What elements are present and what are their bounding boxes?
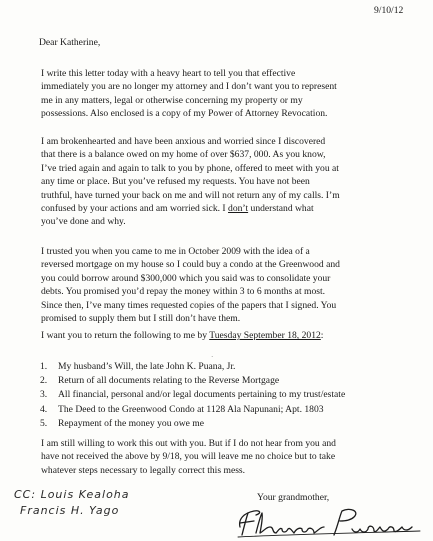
list-item [40,388,345,402]
paragraph-line [41,329,426,342]
underlined-word: don’t [228,203,249,215]
paragraph-line: I am brokenhearted and have been anxious and worried since I discovered [41,136,326,147]
paragraph-line: that there is a balance owed on my home of over $637, 000. As you know, [41,149,326,161]
list-text: My husband’s Will, the late John K. Puana, Jr. [58,361,236,372]
paragraph-line: I write this letter today with a heavy heart to tell you that effective [41,68,296,79]
paragraph-line: I’ve tried again and again to talk to you by phone, offered to meet with you at [41,162,339,174]
paragraph-return-request [41,329,426,342]
paragraph-line: I am still willing to work this out with you. But if I do not hear from you and [41,438,336,449]
paragraph-line: possessions. Also enclosed is a copy of my Power of Attorney Revocation. [41,108,328,120]
deadline-date: Tuesday September 18, 2012 [209,330,321,341]
closing: Your grandmother, [257,492,330,503]
paragraph-line: truthful, have turned your back on me and will not return any of my calls. I’m [41,189,340,201]
paragraph-line: Since then, I’ve many times requested copies of the papers that I signed. You [41,299,337,311]
scan-speck: · [211,353,214,361]
list-number: 4. [40,403,48,415]
paragraph-line: any time or place. But you’ve refused my requests. You have not been [41,176,310,188]
paragraph-line: reversed mortgage on my house so I could buy a condo at the Greenwood and [41,259,340,271]
paragraph-line: have not received the above by 9/18, you will leave me no choice but to take [41,451,336,463]
list-number: 5. [40,417,48,429]
list-text: Return of all documents relating to the Reverse Mortgage [58,375,280,387]
list-item [40,403,345,417]
paragraph-line: promised to supply them but I still don’t have them. [41,313,241,325]
request-suffix: : [320,330,324,341]
handwritten-signature [234,505,424,539]
list-item [40,374,345,388]
salutation: Dear Katherine, [39,37,101,48]
paragraph-line: me in any matters, legal or otherwise concerning my property or my [41,94,303,106]
list-item [40,360,345,374]
paragraph-line: I trusted you when you came to me in October 2009 with the idea of a [41,246,310,257]
list-number: 2. [40,375,48,387]
paragraph-reverse-mortgage [41,245,426,325]
paragraph-line: whatever steps necessary to legally correct this mess. [41,464,246,476]
list-number: 3. [40,389,48,401]
line-end: understand what [250,203,314,215]
line-start: confused by your actions and am worried sick. I [41,203,229,215]
paragraph-line: you could borrow around $300,000 which you said was to consolidate your [41,272,331,284]
requested-items-list [40,360,345,431]
paragraph-balance-owed [41,135,426,229]
letter-date: 9/10/12 [374,5,404,16]
cc-line: CC: Louis Kealoha [14,488,130,501]
list-item [40,417,345,431]
paragraph-line: debts. You promised you’d repay the money within 3 to 6 months at most. [41,286,326,298]
carbon-copy-handwritten [14,487,130,519]
request-prefix: I want you to return the following to me by [41,330,210,341]
list-text: Repayment of the money you owe me [58,417,205,429]
cc-line: Francis H. Yago [20,504,120,517]
paragraph-line: you’ve done and why. [41,216,126,228]
paragraph-line [41,202,426,215]
paragraph-line: immediately you are no longer my attorney and I don’t want you to represent [41,81,337,93]
list-number: 1. [40,361,48,372]
paragraph-revocation [41,67,426,121]
list-text: The Deed to the Greenwood Condo at 1128 Ala Napunani; Apt. 1803 [58,403,324,415]
list-text: All financial, personal and/or legal documents pertaining to my trust/estate [58,389,346,401]
paragraph-final-warning [41,437,426,477]
